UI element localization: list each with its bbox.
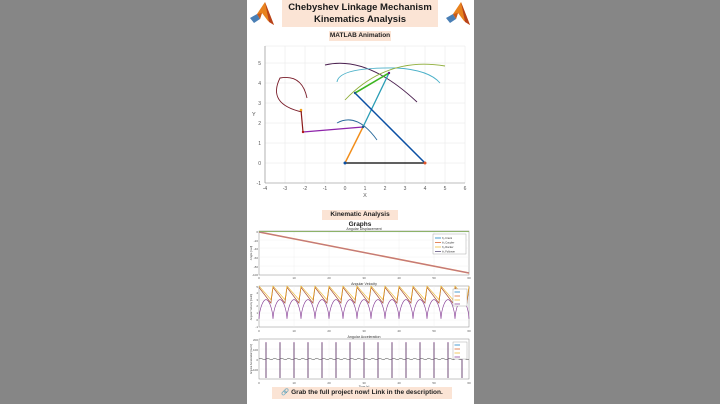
x-tick: 1 <box>363 186 367 192</box>
animation-label: MATLAB Animation <box>329 32 391 39</box>
angular-displacement-plot <box>247 225 474 281</box>
y-axis-label: Y <box>252 112 256 118</box>
cta-banner[interactable] <box>272 387 452 399</box>
angular-acceleration-plot <box>247 334 474 388</box>
x-tick: -3 <box>282 186 288 192</box>
x-tick: 4 <box>423 186 427 192</box>
y-axis-label: Angular Velocity [rad/s] <box>250 293 253 321</box>
x-axis-label: X <box>363 193 367 199</box>
x-tick: -1 <box>322 186 328 192</box>
plot-legend <box>453 289 467 306</box>
y-tick: -80 <box>253 265 258 269</box>
x-tick: 3 <box>403 186 407 192</box>
legend-entry: θ₃ Coupler <box>442 241 455 245</box>
y-tick: 4 <box>256 291 258 295</box>
plot-title: Angular Displacement <box>346 227 382 231</box>
y-tick: 3 <box>258 101 261 107</box>
plot-title: Angular Acceleration <box>347 335 381 339</box>
y-tick: 1 <box>256 311 258 315</box>
x-tick: 50 <box>432 381 436 385</box>
x-tick: 20 <box>327 329 331 333</box>
x-tick: 60 <box>467 276 471 280</box>
y-tick: 4 <box>258 81 261 87</box>
legend-entry: θ₅ Follower <box>442 250 456 254</box>
legend-entry: θ₄ Rocker <box>442 246 454 249</box>
y-tick: 0 <box>256 230 258 234</box>
angular-velocity-plot <box>247 281 474 335</box>
x-tick: 0 <box>258 276 260 280</box>
page-title <box>282 0 438 27</box>
plot-title: Angular Velocity <box>351 282 377 286</box>
y-tick: 0 <box>256 318 258 322</box>
matlab-logo-icon <box>444 1 472 27</box>
cta-text: Grab the full project now! Link in the description. <box>291 389 443 396</box>
x-tick: 30 <box>362 329 366 333</box>
x-tick: 6 <box>463 186 467 192</box>
y-tick: -100 <box>251 273 258 277</box>
x-tick: 20 <box>327 381 331 385</box>
y-axis-label: Angle [rad] <box>249 245 253 261</box>
y-tick: 0 <box>256 358 258 362</box>
x-tick: 10 <box>292 276 296 280</box>
x-tick: 5 <box>443 186 447 192</box>
y-tick: -60 <box>253 256 258 260</box>
x-tick: -2 <box>302 186 308 192</box>
y-tick: 200 <box>252 338 258 342</box>
x-tick: 30 <box>362 381 366 385</box>
x-tick: 40 <box>397 381 401 385</box>
legend-entry: θ₂ Crank <box>442 237 453 240</box>
y-tick: 3 <box>256 298 258 302</box>
link-icon: 🔗 <box>281 389 290 396</box>
plot-legend <box>433 234 466 254</box>
y-tick: -20 <box>253 239 258 243</box>
x-tick: 20 <box>327 276 331 280</box>
y-tick: -1 <box>256 181 261 187</box>
y-tick: 5 <box>258 61 261 67</box>
y-tick: -40 <box>253 247 258 251</box>
x-tick: 50 <box>432 276 436 280</box>
y-tick: 5 <box>256 285 258 289</box>
x-tick: 10 <box>292 329 296 333</box>
y-tick: -100 <box>251 368 258 372</box>
x-tick: -4 <box>262 186 268 192</box>
x-tick: 30 <box>362 276 366 280</box>
x-tick: 0 <box>258 381 260 385</box>
x-tick: 60 <box>467 329 471 333</box>
x-tick: 0 <box>343 186 347 192</box>
y-tick: -1 <box>255 325 258 329</box>
x-tick: 60 <box>467 381 471 385</box>
x-tick: 0 <box>258 329 260 333</box>
y-tick: 2 <box>258 121 261 127</box>
x-tick: 10 <box>292 381 296 385</box>
y-axis-label: Angular Acceleration [rad/s²] <box>250 343 253 375</box>
x-tick: 40 <box>397 329 401 333</box>
title-line-2: Kinematics Analysis <box>313 14 407 25</box>
linkage-animation-plot <box>247 42 474 202</box>
graphs-label: Kinematic Analysis Graphs <box>322 210 398 220</box>
x-tick: 2 <box>383 186 387 192</box>
x-tick: 50 <box>432 329 436 333</box>
plot-legend <box>453 342 467 359</box>
y-tick: 1 <box>258 141 261 147</box>
y-tick: 2 <box>256 304 258 308</box>
matlab-logo-icon <box>248 1 276 27</box>
y-tick: 0 <box>258 161 261 167</box>
x-tick: 40 <box>397 276 401 280</box>
title-line-1: Chebyshev Linkage Mechanism <box>288 2 432 13</box>
y-tick: 100 <box>252 348 258 352</box>
